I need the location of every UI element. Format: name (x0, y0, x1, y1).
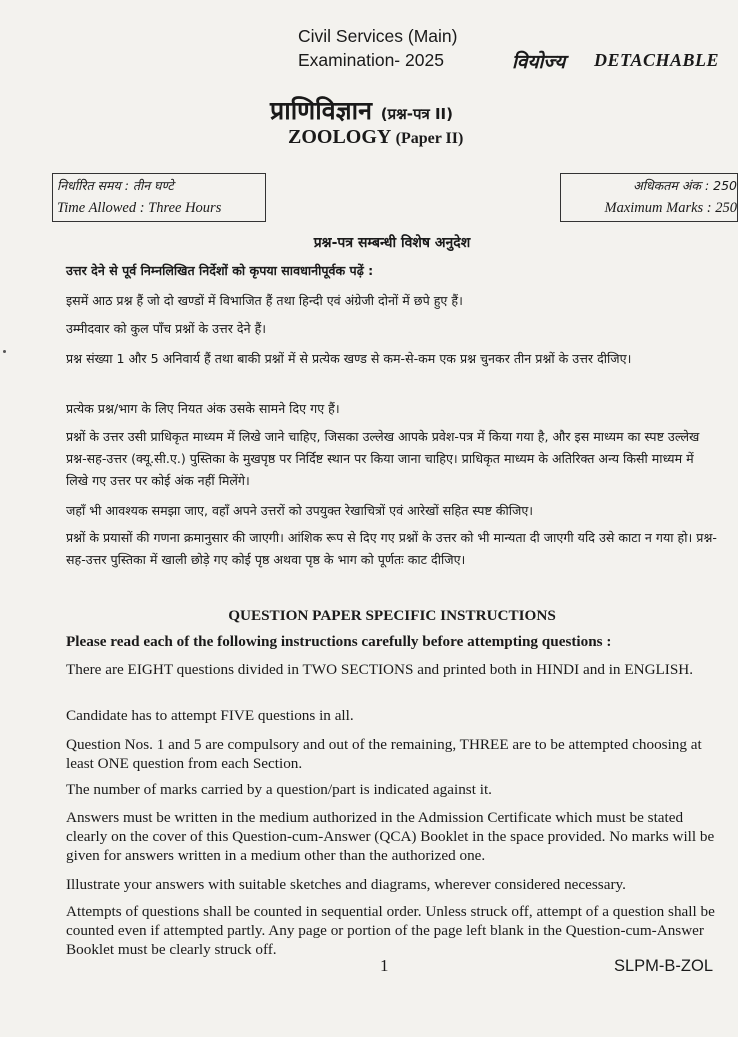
hindi-instructions-heading: प्रश्न-पत्र सम्बन्धी विशेष अनुदेश (313, 235, 471, 251)
hindi-instruction-item: प्रश्न संख्या 1 और 5 अनिवार्य हैं तथा बाकी प्रश्नों में से प्रत्येक खण्ड से कम-से-कम एक प्रश्न चुनकर तीन प्रश्नों के उत्तर दीजिए। (66, 351, 632, 366)
hindi-instructions-subheading: उत्तर देने से पूर्व निम्नलिखित निर्देशों को कृपया सावधानीपूर्वक पढ़ें : (66, 263, 374, 278)
paper-code: SLPM-B-ZOL (614, 957, 714, 975)
subject-name-hindi: प्राणिविज्ञान (270, 96, 373, 125)
english-instruction-item: Attempts of questions shall be counted in sequential order. Unless struck off, attempt of a question shall be counted even if attempted partly. Any page or portion of the page left blank in the Question-cum-Answer Booklet must be clearly struck off. (66, 903, 715, 958)
english-instructions-subheading: Please read each of the following instructions carefully before attempting questions : (66, 633, 612, 650)
subject-title-hindi (270, 93, 453, 127)
hindi-instruction-item: उम्मीदवार को कुल पाँच प्रश्नों के उत्तर देने हैं। (66, 321, 267, 336)
page-number: 1 (380, 956, 389, 975)
exam-name-line-1: Civil Services (Main) (298, 26, 458, 46)
english-instruction-item: Illustrate your answers with suitable sketches and diagrams, wherever considered necessary. (66, 876, 626, 893)
hindi-instruction-item: जहाँ भी आवश्यक समझा जाए, वहाँ अपने उत्तरों को उपयुक्त रेखाचित्रों एवं आरेखों सहित स्पष्ट कीजिए। (66, 503, 534, 518)
english-instruction-item: Question Nos. 1 and 5 are compulsory and out of the remaining, THREE are to be attempted choosing at least ONE question from each Section. (66, 736, 702, 772)
time-allowed-box (52, 173, 266, 222)
subject-name-english: ZOOLOGY (288, 126, 391, 148)
hindi-instruction-item: प्रत्येक प्रश्न/भाग के लिए नियत अंक उसके सामने दिए गए हैं। (66, 401, 340, 416)
time-allowed-english: Time Allowed : Three Hours (57, 200, 222, 216)
detachable-label-english: DETACHABLE (594, 50, 720, 70)
english-instruction-item: Answers must be written in the medium authorized in the Admission Certificate which must be stated clearly on the cover of this Question-cum-Answer (QCA) Booklet in the space provided. No marks will be given for answers written in a medium other than the authorized one. (66, 809, 715, 864)
exam-name-line-2: Examination- 2025 (298, 50, 444, 70)
english-instructions-heading: QUESTION PAPER SPECIFIC INSTRUCTIONS (228, 607, 556, 624)
hindi-instruction-item: इसमें आठ प्रश्न हैं जो दो खण्डों में विभाजित हैं तथा हिन्दी एवं अंग्रेजी दोनों में छपे हुए हैं। (66, 293, 463, 308)
maximum-marks-english: Maximum Marks : 250 (604, 200, 737, 216)
time-allowed-hindi: निर्धारित समय : तीन घण्टे (57, 178, 174, 193)
maximum-marks-hindi: अधिकतम अंक : 250 (633, 178, 737, 193)
detachable-label-hindi: वियोज्य (512, 51, 566, 73)
hindi-instruction-item: प्रश्नों के उत्तर उसी प्राधिकृत माध्यम में लिखे जाने चाहिए, जिसका उल्लेख आपके प्रवेश-पत्र में किया गया है, और इस माध्यम का स्पष्ट उल्लेख प्रश्न-सह-उत्तर (क्यू.सी.ए.) पुस्तिका के मुखपृष्ठ पर निर्दिष्ट स्थान पर किया जाना चाहिए। प्राधिकृत माध्यम के अतिरिक्त अन्य किसी माध्यम में लिखे गए उत्तर पर कोई अंक नहीं मिलेंगे। (66, 429, 700, 488)
hindi-instruction-item: प्रश्नों के प्रयासों की गणना क्रमानुसार की जाएगी। आंशिक रूप से दिए गए प्रश्नों के उत्तर को भी मान्यता दी जाएगी यदि उसे काटा न गया हो। प्रश्न-सह-उत्तर पुस्तिका में खाली छोड़े गए कोई पृष्ठ अथवा पृष्ठ के भाग को पूर्णतः काट दीजिए। (66, 530, 717, 567)
subject-title-english (288, 126, 463, 149)
english-instruction-item: The number of marks carried by a question/part is indicated against it. (66, 781, 492, 798)
english-instruction-item: There are EIGHT questions divided in TWO SECTIONS and printed both in HINDI and in ENGLISH. (66, 661, 694, 678)
margin-mark (3, 350, 6, 353)
maximum-marks-box (560, 173, 738, 222)
english-instruction-item: Candidate has to attempt FIVE questions in all. (66, 707, 354, 724)
paper-number-english: (Paper II) (395, 130, 464, 147)
paper-number-hindi: (प्रश्न-पत्र II) (380, 105, 453, 123)
